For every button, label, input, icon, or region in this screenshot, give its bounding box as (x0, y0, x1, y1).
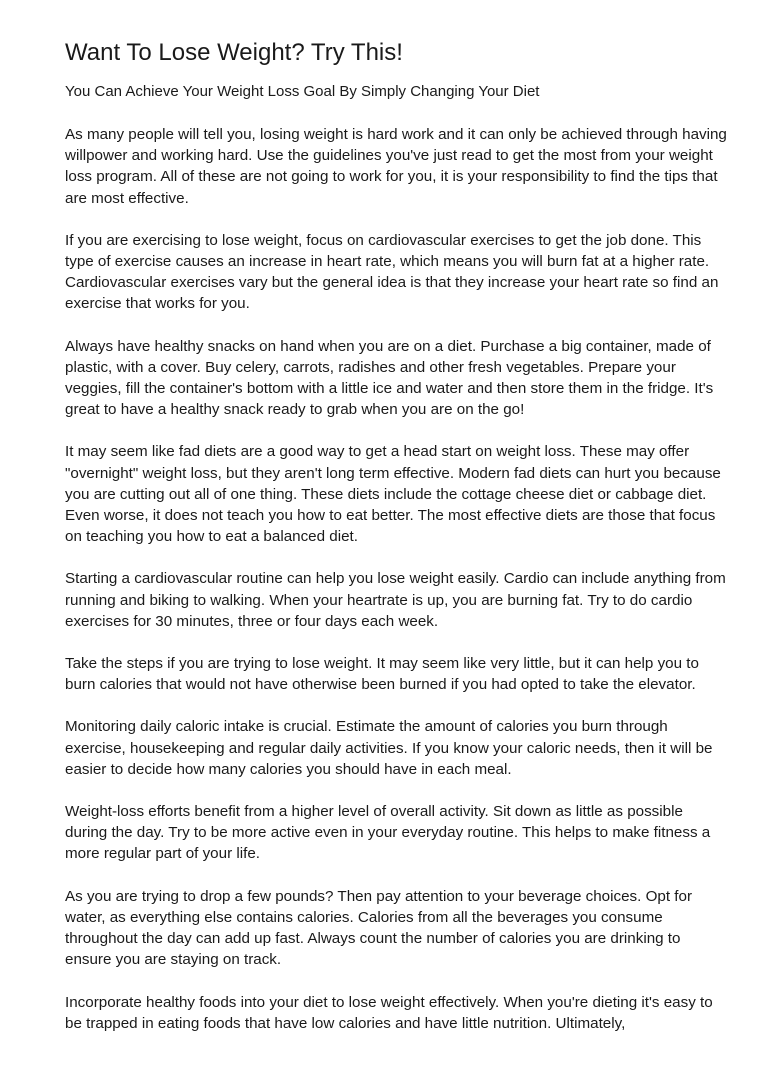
page-title: Want To Lose Weight? Try This! (65, 39, 403, 66)
paragraph-3: Always have healthy snacks on hand when you are on a diet. Purchase a big container, made of plastic, with a cover. Buy celery, carrots, radishes and other fresh vegetables. Prepare your veggies, fill the container's bottom with a little ice and water and then store them in the fridge. It's great to have a healthy snack ready to grab when you are on the go! (65, 337, 714, 419)
paragraph-5: Starting a cardiovascular routine can help you lose weight easily. Cardio can include anything from running and biking to walking. When your heartrate is up, you are burning fat. Try to do cardio exercises for 30 minutes, three or four days each week. (65, 570, 726, 630)
paragraph-4: It may seem like fad diets are a good way to get a head start on weight loss. These may offer "overnight" weight loss, but they aren't long term effective. Modern fad diets can hurt you because you are cutting out all of one thing. These diets include the cottage cheese diet or cabbage diet. Even worse, it does not teach you how to eat better. The most effective diets are those that focus on teaching you how to eat a balanced diet. (65, 443, 721, 546)
paragraph-1: As many people will tell you, losing weight is hard work and it can only be achieved through having willpower and working hard. Use the guidelines you've just read to get the most from your weight loss program. All of these are not going to work for you, it is your responsibility to find the tips that are most effective. (65, 126, 727, 207)
paragraph-7: Monitoring daily caloric intake is crucial. Estimate the amount of calories you burn through exercise, housekeeping and regular daily activities. If you know your caloric needs, then it will be easier to decide how many calories you should have in each meal. (65, 718, 713, 778)
paragraph-8: Weight-loss efforts benefit from a higher level of overall activity. Sit down as little as possible during the day. Try to be more active even in your everyday routine. This helps to make fitness a more regular part of your life. (65, 803, 711, 863)
paragraph-2: If you are exercising to lose weight, focus on cardiovascular exercises to get the job done. This type of exercise causes an increase in heart rate, which means you will burn fat at a higher rate. Cardiovascular exercises vary but the general idea is that they increase your heart rate so find an exercise that works for you. (65, 231, 719, 313)
paragraph-9: As you are trying to drop a few pounds? Then pay attention to your beverage choices. Opt for water, as everything else contains calories. Calories from all the beverages you consume throughout the day can add up fast. Always count the number of calories you are drinking to ensure you are staying on track. (65, 887, 693, 969)
article-body (65, 124, 728, 1034)
paragraph-6: Take the steps if you are trying to lose weight. It may seem like very little, but it can help you to burn calories that would not have otherwise been burned if you had opted to take the elevator. (65, 655, 699, 694)
page-subtitle: You Can Achieve Your Weight Loss Goal By Simply Changing Your Diet (65, 83, 540, 100)
paragraph-10: Incorporate healthy foods into your diet to lose weight effectively. When you're dieting it's easy to be trapped in eating foods that have low calories and have little nutrition. Ultimately, (65, 993, 713, 1032)
